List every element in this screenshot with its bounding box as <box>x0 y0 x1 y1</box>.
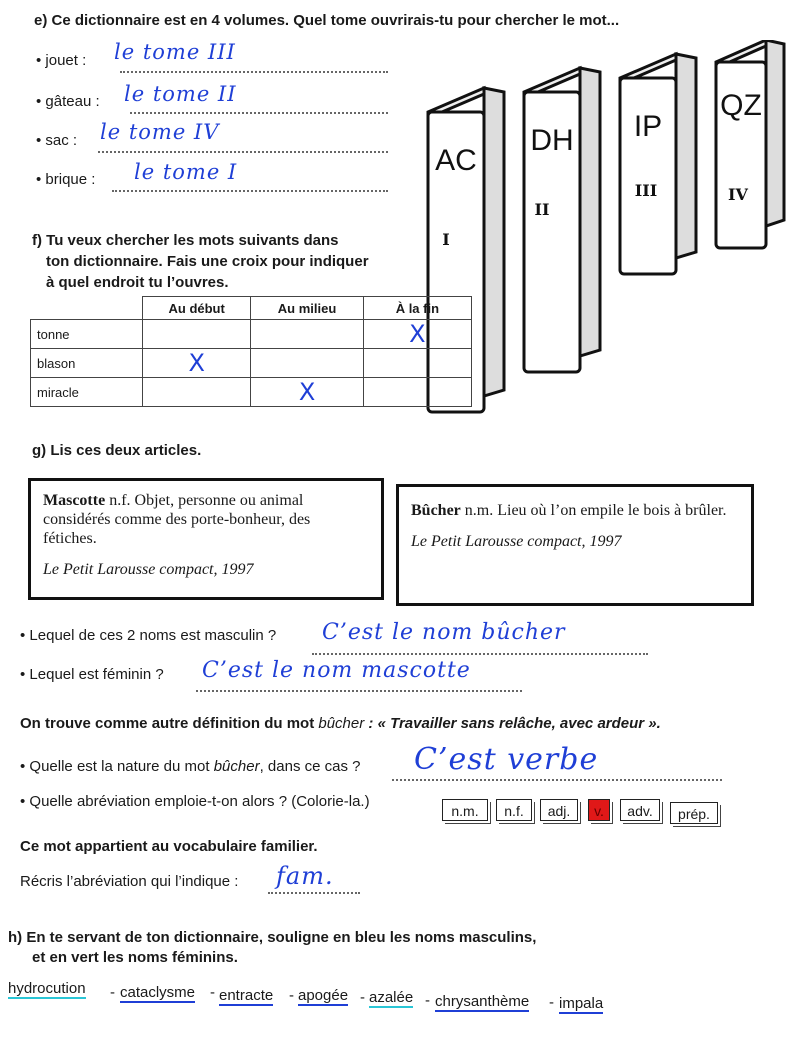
other-definition-quote: : « Travailler sans relâche, avec ardeur ». <box>364 715 661 732</box>
cross-mark: X <box>298 378 316 406</box>
familiar-vocabulary-note: Ce mot appartient au vocabulaire familier. <box>20 838 318 855</box>
article-mascotte <box>28 478 384 600</box>
book-letters: IP <box>633 110 663 143</box>
mark-cell[interactable] <box>251 349 363 378</box>
item-label-gateau: • gâteau : <box>36 93 100 110</box>
answer-line <box>268 892 360 894</box>
word-separator: - <box>360 989 365 1006</box>
article-headword: Mascotte <box>43 492 106 509</box>
abbr-box-adj[interactable]: adj. <box>540 799 578 821</box>
article-bucher <box>396 484 754 606</box>
question-nature-text: • Quelle est la nature du mot <box>20 758 210 775</box>
article-source: Le Petit Larousse compact, 1997 <box>411 533 622 550</box>
mark-cell[interactable] <box>142 320 250 349</box>
book-roman-numeral: I <box>442 230 450 249</box>
answer-line <box>196 690 522 692</box>
question-feminine: • Lequel est féminin ? <box>20 666 164 683</box>
table-row <box>31 349 472 378</box>
answer-rewrite[interactable]: fam. <box>276 862 334 890</box>
cross-mark: X <box>188 349 205 377</box>
question-h-line2: et en vert les noms féminins. <box>32 949 238 966</box>
answer-masculine[interactable]: C’est le nom bûcher <box>322 620 566 645</box>
word-apogee[interactable]: apogée <box>298 987 349 1004</box>
book-letters: DH <box>530 124 574 157</box>
answer-line <box>120 71 388 73</box>
question-e: e) Ce dictionnaire est en 4 volumes. Quel tome ouvrirais-tu pour chercher le mot... <box>34 12 620 29</box>
book-volume-3 <box>620 54 696 274</box>
item-label-brique: • brique : <box>36 171 96 188</box>
question-nature-word: bûcher <box>213 758 260 775</box>
book-letters: QZ <box>720 89 762 122</box>
answer-line <box>112 190 388 192</box>
position-table <box>30 296 472 407</box>
word-separator: - <box>549 994 554 1011</box>
question-nature <box>20 758 360 775</box>
answer-brique[interactable]: le tome I <box>134 160 238 184</box>
item-label-sac: • sac : <box>36 132 78 149</box>
word-separator: - <box>110 984 115 1001</box>
abbr-box-nf[interactable]: n.f. <box>496 799 532 821</box>
question-f-line3: à quel endroit tu l’ouvres. <box>46 274 229 291</box>
answer-line <box>130 112 388 114</box>
word-hydrocution[interactable]: hydrocution <box>8 980 86 997</box>
mark-cell[interactable] <box>142 378 250 407</box>
abbr-box-prep[interactable]: prép. <box>670 802 718 824</box>
dictionary-volumes-illustration <box>418 40 800 420</box>
article-definition: n.f. Objet, personne ou animal considérés comme des porte-bonheur, des fétiches. <box>43 492 311 547</box>
word-cataclysme[interactable]: cataclysme <box>120 984 196 1001</box>
answer-line <box>392 779 722 781</box>
book-roman-numeral: II <box>534 200 550 219</box>
question-nature-end: , dans ce cas ? <box>259 758 361 775</box>
abbr-box-verb-colored[interactable]: v. <box>588 799 610 821</box>
word-separator: - <box>289 987 294 1004</box>
question-h <box>8 928 536 968</box>
word-azalee[interactable]: azalée <box>369 989 414 1006</box>
answer-feminine[interactable]: C’est le nom mascotte <box>202 658 471 683</box>
book-volume-2 <box>524 68 600 372</box>
mark-cell[interactable] <box>363 378 471 407</box>
column-header: Au début <box>142 297 250 320</box>
abbr-box-adv[interactable]: adv. <box>620 799 660 821</box>
row-word: tonne <box>31 320 143 349</box>
answer-line <box>312 653 648 655</box>
question-abbreviation: • Quelle abréviation emploie-t-on alors ? (Colorie-la.) <box>20 793 370 810</box>
cross-mark: X <box>409 320 426 348</box>
word-separator: - <box>210 984 215 1001</box>
question-h-line1: h) En te servant de ton dictionnaire, souligne en bleu les noms masculins, <box>8 929 537 946</box>
item-label-jouet: • jouet : <box>36 52 87 69</box>
table-row <box>31 320 472 349</box>
answer-jouet[interactable]: le tome III <box>114 40 236 64</box>
mark-cell[interactable] <box>363 320 471 349</box>
article-source: Le Petit Larousse compact, 1997 <box>43 561 254 578</box>
question-masculine: • Lequel de ces 2 noms est masculin ? <box>20 627 277 644</box>
answer-nature[interactable]: C’est verbe <box>414 742 599 777</box>
question-rewrite: Récris l’abréviation qui l’indique : <box>20 873 239 890</box>
book-roman-numeral: IV <box>728 185 748 204</box>
table-header-row <box>31 297 472 320</box>
word-chrysantheme[interactable]: chrysanthème <box>435 993 530 1010</box>
book-roman-numeral: III <box>634 181 658 200</box>
word-entracte[interactable]: entracte <box>219 987 274 1004</box>
word-impala[interactable]: impala <box>559 995 604 1012</box>
column-header: Au milieu <box>251 297 363 320</box>
answer-sac[interactable]: le tome IV <box>100 120 220 144</box>
mark-cell[interactable] <box>363 349 471 378</box>
question-g: g) Lis ces deux articles. <box>32 442 202 459</box>
row-word: blason <box>31 349 143 378</box>
mark-cell[interactable] <box>251 320 363 349</box>
book-volume-4 <box>716 40 784 248</box>
word-separator: - <box>425 992 430 1009</box>
mark-cell[interactable] <box>142 349 250 378</box>
column-header: À la fin <box>363 297 471 320</box>
abbr-box-nm[interactable]: n.m. <box>442 799 488 821</box>
book-letters: AC <box>435 144 477 177</box>
mark-cell[interactable] <box>251 378 363 407</box>
question-f-line2: ton dictionnaire. Fais une croix pour indiquer <box>46 253 369 270</box>
answer-line <box>98 151 388 153</box>
question-f-line1: f) Tu veux chercher les mots suivants dans <box>32 232 339 249</box>
article-definition: n.m. Lieu où l’on empile le bois à brûler. <box>460 502 727 519</box>
article-headword: Bûcher <box>411 502 461 519</box>
other-definition <box>20 715 661 732</box>
table-row <box>31 378 472 407</box>
other-definition-word: bûcher <box>318 715 365 732</box>
other-definition-prefix: On trouve comme autre définition du mot <box>20 715 315 732</box>
question-f <box>32 230 369 293</box>
row-word: miracle <box>31 378 143 407</box>
table-corner <box>31 297 143 320</box>
answer-gateau[interactable]: le tome II <box>124 82 237 106</box>
